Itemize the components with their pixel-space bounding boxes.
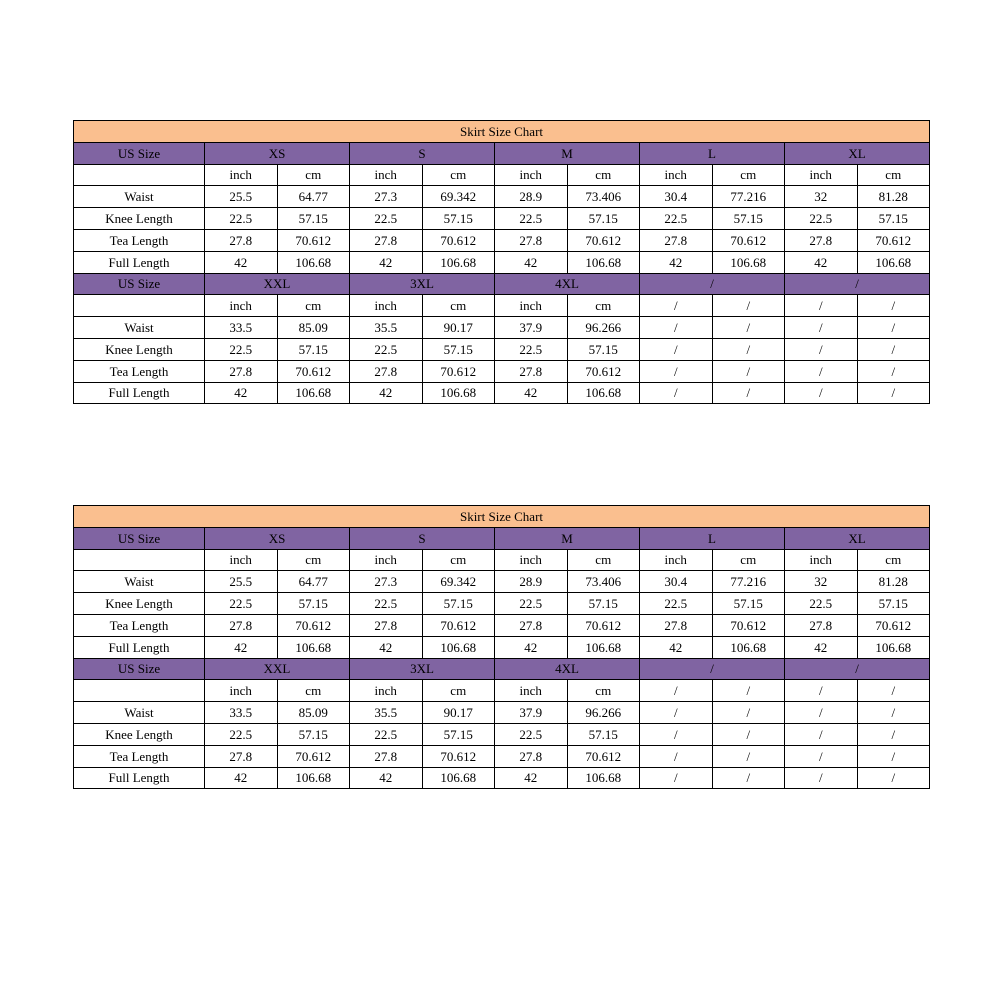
- value-cell: 70.612: [567, 614, 640, 636]
- value-cell: 106.68: [567, 251, 640, 273]
- value-cell: 42: [350, 382, 423, 404]
- value-cell: 106.68: [422, 636, 495, 658]
- value-cell: 22.5: [205, 338, 278, 360]
- value-cell: 106.68: [857, 251, 930, 273]
- value-cell: /: [785, 360, 858, 382]
- row-label-cell: Waist: [74, 186, 205, 208]
- table-row: [74, 723, 930, 745]
- table-row: [74, 767, 930, 789]
- value-cell: 70.612: [277, 745, 350, 767]
- value-cell: 27.8: [495, 745, 568, 767]
- value-cell: 57.15: [567, 208, 640, 230]
- value-cell: 106.68: [277, 251, 350, 273]
- unit-header-cell: cm: [567, 295, 640, 317]
- size-header-cell: XXL: [205, 273, 350, 295]
- value-cell: 27.8: [205, 229, 278, 251]
- value-cell: 25.5: [205, 186, 278, 208]
- unit-header-cell: inch: [350, 549, 423, 571]
- table-row: [74, 295, 930, 317]
- row-label-cell: Full Length: [74, 382, 205, 404]
- table-row: [74, 338, 930, 360]
- value-cell: /: [857, 723, 930, 745]
- value-cell: /: [857, 317, 930, 339]
- unit-header-cell: /: [857, 295, 930, 317]
- value-cell: /: [857, 702, 930, 724]
- unit-header-cell: /: [640, 295, 713, 317]
- value-cell: /: [857, 745, 930, 767]
- value-cell: /: [640, 745, 713, 767]
- value-cell: 70.612: [567, 229, 640, 251]
- value-cell: 27.8: [640, 614, 713, 636]
- value-cell: 70.612: [712, 614, 785, 636]
- value-cell: 96.266: [567, 702, 640, 724]
- value-cell: /: [785, 382, 858, 404]
- value-cell: /: [640, 767, 713, 789]
- value-cell: 27.8: [785, 229, 858, 251]
- value-cell: 73.406: [567, 571, 640, 593]
- value-cell: 70.612: [567, 360, 640, 382]
- value-cell: 22.5: [785, 593, 858, 615]
- value-cell: 57.15: [567, 593, 640, 615]
- value-cell: 22.5: [205, 723, 278, 745]
- table-row: [74, 142, 930, 164]
- value-cell: /: [785, 317, 858, 339]
- value-cell: 35.5: [350, 702, 423, 724]
- row-label-cell: Knee Length: [74, 723, 205, 745]
- table-row: [74, 229, 930, 251]
- value-cell: /: [640, 702, 713, 724]
- value-cell: 22.5: [495, 723, 568, 745]
- size-header-cell: /: [640, 273, 785, 295]
- value-cell: 70.612: [422, 229, 495, 251]
- unit-header-cell: inch: [640, 164, 713, 186]
- value-cell: 32: [785, 186, 858, 208]
- value-cell: 42: [785, 636, 858, 658]
- table-row: [74, 571, 930, 593]
- table-row: [74, 614, 930, 636]
- row-label-cell: Knee Length: [74, 208, 205, 230]
- row-label-cell: Waist: [74, 571, 205, 593]
- size-header-cell: /: [785, 658, 930, 680]
- value-cell: /: [640, 338, 713, 360]
- value-cell: 42: [495, 382, 568, 404]
- value-cell: 33.5: [205, 702, 278, 724]
- table-row: [74, 121, 930, 143]
- size-header-cell: M: [495, 527, 640, 549]
- size-header-cell: /: [640, 658, 785, 680]
- size-header-cell: 3XL: [350, 273, 495, 295]
- unit-header-cell: cm: [567, 164, 640, 186]
- value-cell: 106.68: [422, 382, 495, 404]
- value-cell: /: [640, 360, 713, 382]
- value-cell: /: [712, 702, 785, 724]
- value-cell: 90.17: [422, 317, 495, 339]
- value-cell: 57.15: [712, 593, 785, 615]
- value-cell: 96.266: [567, 317, 640, 339]
- value-cell: 73.406: [567, 186, 640, 208]
- value-cell: 22.5: [640, 208, 713, 230]
- table-row: [74, 527, 930, 549]
- blank-corner-cell: [74, 549, 205, 571]
- unit-header-cell: cm: [567, 680, 640, 702]
- unit-header-cell: cm: [422, 295, 495, 317]
- unit-header-cell: cm: [277, 680, 350, 702]
- size-header-cell: L: [640, 527, 785, 549]
- row-label-cell: Tea Length: [74, 745, 205, 767]
- value-cell: 57.15: [277, 338, 350, 360]
- size-header-cell: XS: [205, 527, 350, 549]
- unit-header-cell: cm: [422, 164, 495, 186]
- blank-corner-cell: [74, 295, 205, 317]
- value-cell: 70.612: [277, 360, 350, 382]
- value-cell: 69.342: [422, 186, 495, 208]
- value-cell: /: [712, 745, 785, 767]
- value-cell: 57.15: [422, 593, 495, 615]
- value-cell: 35.5: [350, 317, 423, 339]
- value-cell: 22.5: [350, 723, 423, 745]
- value-cell: 27.8: [205, 360, 278, 382]
- value-cell: 57.15: [422, 338, 495, 360]
- value-cell: /: [785, 702, 858, 724]
- row-label-cell: Knee Length: [74, 338, 205, 360]
- unit-header-cell: inch: [785, 164, 858, 186]
- value-cell: 57.15: [277, 208, 350, 230]
- value-cell: /: [712, 723, 785, 745]
- table-row: [74, 658, 930, 680]
- value-cell: 42: [495, 251, 568, 273]
- value-cell: 106.68: [712, 636, 785, 658]
- value-cell: 25.5: [205, 571, 278, 593]
- size-header-cell: XS: [205, 142, 350, 164]
- value-cell: 77.216: [712, 186, 785, 208]
- value-cell: 106.68: [567, 767, 640, 789]
- value-cell: /: [712, 317, 785, 339]
- value-cell: /: [857, 360, 930, 382]
- value-cell: 42: [350, 251, 423, 273]
- table-row: [74, 251, 930, 273]
- value-cell: 42: [350, 636, 423, 658]
- value-cell: 42: [205, 767, 278, 789]
- value-cell: 57.15: [277, 723, 350, 745]
- size-header-cell: S: [350, 142, 495, 164]
- value-cell: 22.5: [785, 208, 858, 230]
- value-cell: 22.5: [495, 208, 568, 230]
- chart-title: Skirt Size Chart: [74, 506, 930, 528]
- value-cell: 57.15: [857, 593, 930, 615]
- unit-header-cell: inch: [785, 549, 858, 571]
- unit-header-cell: inch: [495, 680, 568, 702]
- value-cell: 27.8: [205, 614, 278, 636]
- value-cell: 57.15: [712, 208, 785, 230]
- value-cell: /: [857, 338, 930, 360]
- row-label-cell: Tea Length: [74, 614, 205, 636]
- row-label-cell: Knee Length: [74, 593, 205, 615]
- value-cell: 90.17: [422, 702, 495, 724]
- value-cell: 27.8: [350, 229, 423, 251]
- blank-corner-cell: [74, 164, 205, 186]
- unit-header-cell: cm: [857, 164, 930, 186]
- value-cell: 33.5: [205, 317, 278, 339]
- value-cell: 70.612: [567, 745, 640, 767]
- value-cell: 22.5: [495, 338, 568, 360]
- table-row: [74, 164, 930, 186]
- value-cell: 28.9: [495, 571, 568, 593]
- value-cell: /: [785, 338, 858, 360]
- unit-header-cell: inch: [205, 164, 278, 186]
- unit-header-cell: cm: [277, 295, 350, 317]
- table-row: [74, 636, 930, 658]
- unit-header-cell: cm: [712, 549, 785, 571]
- skirt-size-chart-table-top: [73, 120, 929, 404]
- size-header-cell: /: [785, 273, 930, 295]
- size-header-cell: 4XL: [495, 658, 640, 680]
- value-cell: 69.342: [422, 571, 495, 593]
- table-row: [74, 506, 930, 528]
- value-cell: 27.8: [350, 745, 423, 767]
- value-cell: 106.68: [857, 636, 930, 658]
- value-cell: 22.5: [350, 338, 423, 360]
- row-label-cell: Waist: [74, 317, 205, 339]
- value-cell: 42: [640, 636, 713, 658]
- value-cell: 27.8: [350, 614, 423, 636]
- value-cell: 106.68: [712, 251, 785, 273]
- value-cell: 57.15: [422, 723, 495, 745]
- value-cell: 22.5: [495, 593, 568, 615]
- size-chart-table: [73, 120, 930, 404]
- value-cell: 81.28: [857, 571, 930, 593]
- value-cell: /: [857, 382, 930, 404]
- blank-corner-cell: [74, 680, 205, 702]
- value-cell: 57.15: [277, 593, 350, 615]
- value-cell: 70.612: [857, 229, 930, 251]
- table-row: [74, 360, 930, 382]
- value-cell: /: [785, 723, 858, 745]
- table-row: [74, 549, 930, 571]
- unit-header-cell: /: [712, 295, 785, 317]
- table-row: [74, 317, 930, 339]
- unit-header-cell: inch: [640, 549, 713, 571]
- value-cell: 106.68: [422, 767, 495, 789]
- corner-header-cell: US Size: [74, 142, 205, 164]
- size-header-cell: 3XL: [350, 658, 495, 680]
- value-cell: 37.9: [495, 702, 568, 724]
- unit-header-cell: inch: [205, 680, 278, 702]
- value-cell: 22.5: [640, 593, 713, 615]
- value-cell: 22.5: [205, 593, 278, 615]
- value-cell: 42: [495, 767, 568, 789]
- value-cell: 27.8: [350, 360, 423, 382]
- value-cell: 106.68: [277, 636, 350, 658]
- table-row: [74, 680, 930, 702]
- value-cell: /: [857, 767, 930, 789]
- value-cell: 42: [205, 382, 278, 404]
- value-cell: 27.8: [640, 229, 713, 251]
- value-cell: 70.612: [422, 360, 495, 382]
- value-cell: 85.09: [277, 702, 350, 724]
- value-cell: /: [640, 723, 713, 745]
- value-cell: 77.216: [712, 571, 785, 593]
- table-row: [74, 186, 930, 208]
- value-cell: /: [712, 767, 785, 789]
- value-cell: /: [640, 317, 713, 339]
- value-cell: 70.612: [712, 229, 785, 251]
- value-cell: 42: [495, 636, 568, 658]
- value-cell: 70.612: [422, 614, 495, 636]
- value-cell: 85.09: [277, 317, 350, 339]
- value-cell: 70.612: [277, 229, 350, 251]
- value-cell: 27.8: [205, 745, 278, 767]
- size-header-cell: M: [495, 142, 640, 164]
- table-row: [74, 745, 930, 767]
- value-cell: 22.5: [205, 208, 278, 230]
- value-cell: 27.3: [350, 186, 423, 208]
- size-header-cell: 4XL: [495, 273, 640, 295]
- value-cell: 57.15: [567, 723, 640, 745]
- value-cell: 106.68: [422, 251, 495, 273]
- value-cell: 37.9: [495, 317, 568, 339]
- size-header-cell: L: [640, 142, 785, 164]
- corner-header-cell: US Size: [74, 527, 205, 549]
- unit-header-cell: cm: [277, 549, 350, 571]
- unit-header-cell: /: [640, 680, 713, 702]
- value-cell: /: [785, 745, 858, 767]
- value-cell: 27.8: [495, 360, 568, 382]
- unit-header-cell: cm: [422, 680, 495, 702]
- value-cell: 64.77: [277, 186, 350, 208]
- table-row: [74, 208, 930, 230]
- value-cell: /: [712, 360, 785, 382]
- unit-header-cell: inch: [495, 549, 568, 571]
- value-cell: 32: [785, 571, 858, 593]
- unit-header-cell: inch: [205, 549, 278, 571]
- value-cell: 106.68: [567, 382, 640, 404]
- size-header-cell: XL: [785, 527, 930, 549]
- value-cell: 64.77: [277, 571, 350, 593]
- unit-header-cell: /: [785, 295, 858, 317]
- unit-header-cell: cm: [857, 549, 930, 571]
- corner-header-cell: US Size: [74, 658, 205, 680]
- row-label-cell: Tea Length: [74, 360, 205, 382]
- table-row: [74, 273, 930, 295]
- unit-header-cell: cm: [567, 549, 640, 571]
- unit-header-cell: cm: [277, 164, 350, 186]
- value-cell: 70.612: [857, 614, 930, 636]
- value-cell: 30.4: [640, 186, 713, 208]
- value-cell: 57.15: [857, 208, 930, 230]
- value-cell: /: [712, 382, 785, 404]
- value-cell: 42: [350, 767, 423, 789]
- value-cell: 57.15: [567, 338, 640, 360]
- unit-header-cell: cm: [712, 164, 785, 186]
- value-cell: /: [785, 767, 858, 789]
- skirt-size-chart-table-bottom: [73, 505, 929, 789]
- unit-header-cell: inch: [350, 295, 423, 317]
- row-label-cell: Full Length: [74, 636, 205, 658]
- value-cell: 22.5: [350, 208, 423, 230]
- unit-header-cell: inch: [350, 164, 423, 186]
- value-cell: 70.612: [422, 745, 495, 767]
- corner-header-cell: US Size: [74, 273, 205, 295]
- value-cell: 27.3: [350, 571, 423, 593]
- unit-header-cell: inch: [495, 295, 568, 317]
- size-header-cell: S: [350, 527, 495, 549]
- unit-header-cell: inch: [495, 164, 568, 186]
- value-cell: 70.612: [277, 614, 350, 636]
- value-cell: 42: [205, 636, 278, 658]
- unit-header-cell: inch: [205, 295, 278, 317]
- value-cell: 42: [205, 251, 278, 273]
- value-cell: 81.28: [857, 186, 930, 208]
- unit-header-cell: /: [785, 680, 858, 702]
- row-label-cell: Full Length: [74, 251, 205, 273]
- size-chart-table: [73, 505, 930, 789]
- value-cell: /: [640, 382, 713, 404]
- value-cell: 106.68: [567, 636, 640, 658]
- value-cell: 106.68: [277, 382, 350, 404]
- value-cell: /: [712, 338, 785, 360]
- value-cell: 27.8: [495, 229, 568, 251]
- unit-header-cell: /: [857, 680, 930, 702]
- row-label-cell: Full Length: [74, 767, 205, 789]
- size-header-cell: XL: [785, 142, 930, 164]
- value-cell: 27.8: [495, 614, 568, 636]
- value-cell: 22.5: [350, 593, 423, 615]
- value-cell: 27.8: [785, 614, 858, 636]
- value-cell: 42: [640, 251, 713, 273]
- unit-header-cell: /: [712, 680, 785, 702]
- chart-title: Skirt Size Chart: [74, 121, 930, 143]
- value-cell: 28.9: [495, 186, 568, 208]
- unit-header-cell: inch: [350, 680, 423, 702]
- value-cell: 57.15: [422, 208, 495, 230]
- table-row: [74, 382, 930, 404]
- size-header-cell: XXL: [205, 658, 350, 680]
- value-cell: 42: [785, 251, 858, 273]
- row-label-cell: Tea Length: [74, 229, 205, 251]
- table-row: [74, 593, 930, 615]
- unit-header-cell: cm: [422, 549, 495, 571]
- value-cell: 30.4: [640, 571, 713, 593]
- row-label-cell: Waist: [74, 702, 205, 724]
- value-cell: 106.68: [277, 767, 350, 789]
- table-row: [74, 702, 930, 724]
